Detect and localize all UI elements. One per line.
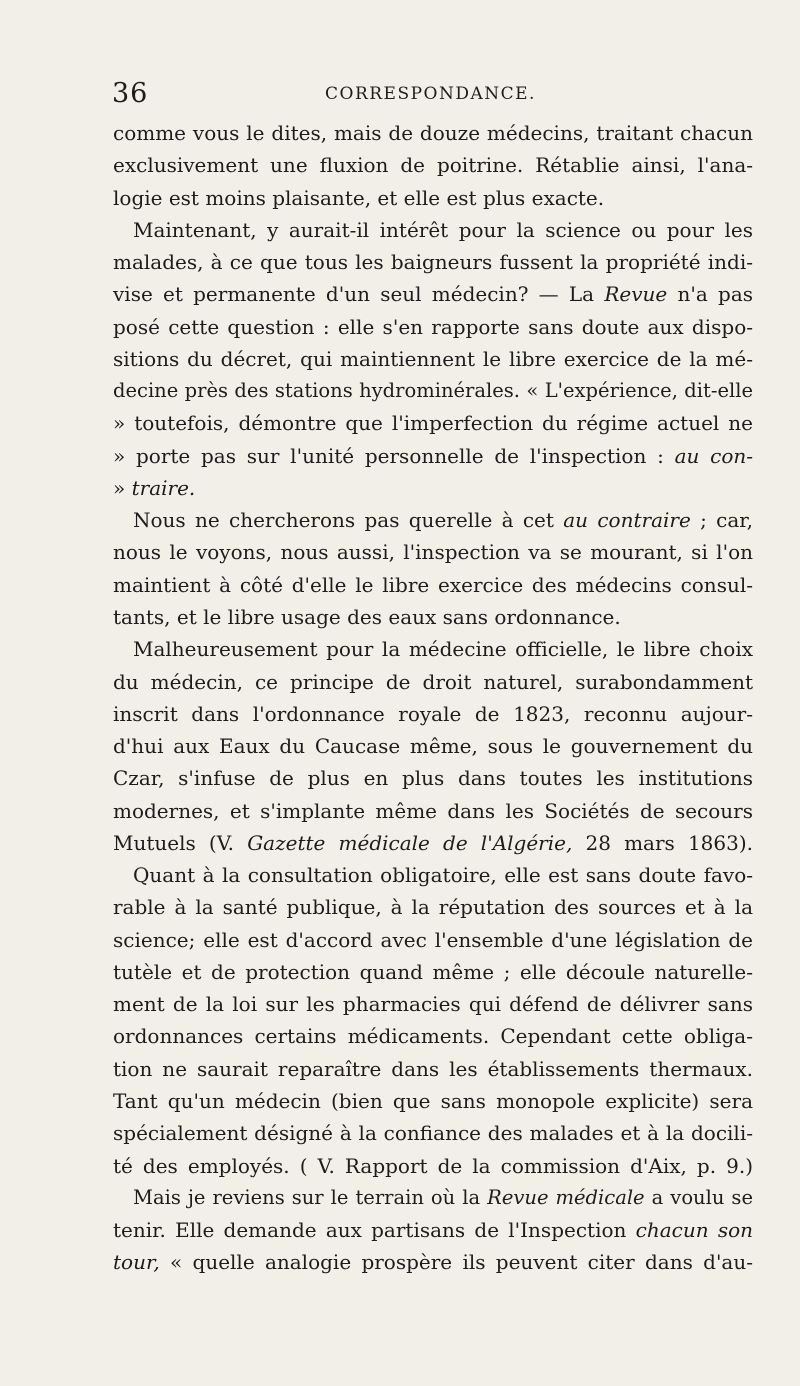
text-line: ment de la loi sur les pharmacies qui défend de délivrer sans: [113, 992, 753, 1017]
text-line: Malheureusement pour la médecine officielle, le libre choix: [133, 637, 753, 662]
text-line: malades, à ce que tous les baigneurs fussent la propriété indi-: [113, 250, 753, 275]
text-line: maintient à côté d'elle le libre exercice des médecins consul-: [113, 572, 753, 597]
text-line: ordonnances certains médicaments. Cependant cette obliga-: [113, 1024, 753, 1049]
text-line: nous le voyons, nous aussi, l'inspection va se mourant, si l'on: [113, 540, 753, 565]
text-line: modernes, et s'implante même dans les Sociétés de secours: [113, 798, 753, 823]
text-line: tenir. Elle demande aux partisans de l'Inspection chacun son: [113, 1218, 754, 1243]
page-number: 36: [112, 78, 149, 109]
text-line: Czar, s'infuse de plus en plus dans toutes les institutions: [113, 766, 753, 791]
text-line: Nous ne chercherons pas querelle à cet au contraire ; car,: [133, 508, 753, 533]
text-line: tutèle et de protection quand même ; elle découle naturelle-: [113, 959, 753, 984]
text-line: Mais je reviens sur le terrain où la Revue médicale a voulu se: [133, 1185, 753, 1209]
text-line: du médecin, ce principe de droit naturel, surabondamment: [113, 669, 753, 694]
body-text: [113, 117, 753, 1279]
text-line: vise et permanente d'un seul médecin? — La Revue n'a pas: [113, 282, 754, 307]
text-line: tion ne saurait reparaître dans les établissements thermaux.: [113, 1056, 753, 1081]
text-line: sitions du décret, qui maintiennent le libre exercice de la mé-: [113, 346, 753, 371]
text-line: tants, et le libre usage des eaux sans ordonnance.: [113, 604, 621, 629]
text-line: inscrit dans l'ordonnance royale de 1823, reconnu aujour-: [113, 701, 753, 726]
text-line: tour, « quelle analogie prospère ils peuvent citer dans d'au-: [113, 1250, 753, 1275]
text-line: Tant qu'un médecin (bien que sans monopole explicite) sera: [113, 1088, 753, 1113]
text-line: Maintenant, y aurait-il intérêt pour la science ou pour les: [133, 217, 753, 242]
running-title: CORRESPONDANCE.: [325, 84, 536, 104]
page-header: [100, 78, 720, 112]
text-line: » traire.: [113, 475, 196, 500]
text-line: » porte pas sur l'unité personnelle de l'inspection : au con-: [113, 443, 754, 468]
text-line: decine près des stations hydrominérales. « L'expérience, dit-elle: [113, 379, 753, 403]
text-line: Quant à la consultation obligatoire, elle est sans doute favo-: [133, 863, 753, 888]
text-line: spécialement désigné à la confiance des malades et à la docili-: [113, 1121, 753, 1146]
text-line: posé cette question : elle s'en rapporte sans doute aux dispo-: [113, 314, 753, 339]
text-line: logie est moins plaisante, et elle est plus exacte.: [113, 185, 605, 210]
text-line: comme vous le dites, mais de douze médecins, traitant chacun: [113, 121, 753, 145]
text-line: Mutuels (V. Gazette médicale de l'Algérie, 28 mars 1863).: [113, 830, 754, 855]
text-line: » toutefois, démontre que l'imperfection du régime actuel ne: [113, 411, 753, 436]
text-line: d'hui aux Eaux du Caucase même, sous le gouvernement du: [113, 734, 753, 759]
text-line: exclusivement une fluxion de poitrine. Rétablie ainsi, l'ana-: [113, 153, 753, 178]
text-line: rable à la santé publique, à la réputation des sources et à la: [113, 895, 753, 920]
text-line: té des employés. ( V. Rapport de la commission d'Aix, p. 9.): [113, 1153, 753, 1178]
text-line: science; elle est d'accord avec l'ensemble d'une législation de: [113, 927, 753, 952]
